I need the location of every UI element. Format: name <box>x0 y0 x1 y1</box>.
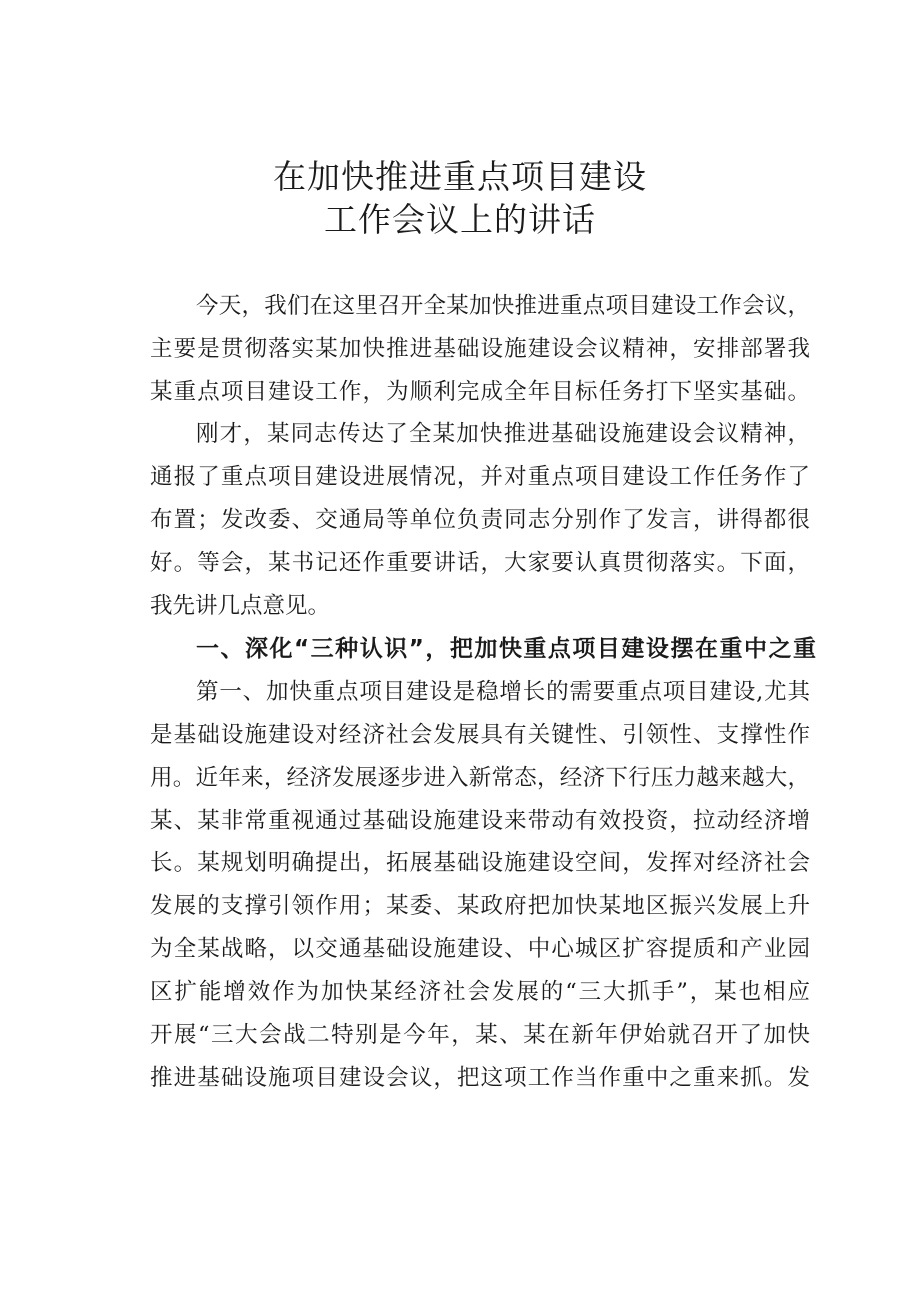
paragraph-1-line-3: 某重点项目建设工作，为顺利完成全年目标任务打下坚实基础。 <box>150 379 810 405</box>
paragraph-2-line-2: 通报了重点项目建设进展情况，并对重点项目建设工作任务作了 <box>150 464 810 490</box>
paragraph-3-line-1: 第一、加快重点项目建设是稳增长的需要重点项目建设,尤其 <box>196 679 810 705</box>
document-title-line-2: 工作会议上的讲话 <box>324 200 596 239</box>
paragraph-3-line-10: 推进基础设施项目建设会议，把这项工作当作重中之重来抓。发 <box>150 1065 810 1091</box>
paragraph-2-line-3: 布置；发改委、交通局等单位负责同志分别作了发言，讲得都很 <box>150 507 810 533</box>
paragraph-3-line-2: 是基础设施建设对经济社会发展具有关键性、引领性、支撑性作 <box>150 722 810 748</box>
paragraph-3-line-4: 某、某非常重视通过基础设施建设来带动有效投资，拉动经济增 <box>150 808 810 834</box>
paragraph-3-line-7: 为全某战略，以交通基础设施建设、中心城区扩容提质和产业园 <box>150 936 810 962</box>
paragraph-3-line-5: 长。某规划明确提出，拓展基础设施建设空间，发挥对经济社会 <box>150 850 810 876</box>
paragraph-1-line-1: 今天，我们在这里召开全某加快推进重点项目建设工作会议， <box>196 293 810 319</box>
paragraph-3-line-6: 发展的支撑引领作用；某委、某政府把加快某地区振兴发展上升 <box>150 893 810 919</box>
paragraph-3-line-8: 区扩能增效作为加快某经济社会发展的“三大抓手”，某也相应 <box>150 979 810 1005</box>
paragraph-2-line-4: 好。等会，某书记还作重要讲话，大家要认真贯彻落实。下面， <box>150 550 810 576</box>
paragraph-2-line-1: 刚才，某同志传达了全某加快推进基础设施建设会议精神， <box>196 421 810 447</box>
section-heading: 一、深化“三种认识”，把加快重点项目建设摆在重中之重 <box>196 636 816 662</box>
paragraph-3-line-3: 用。近年来，经济发展逐步进入新常态，经济下行压力越来越大， <box>150 765 810 791</box>
document-title-line-1: 在加快推进重点项目建设 <box>273 157 647 196</box>
paragraph-3-line-9: 开展“三大会战二特别是今年，某、某在新年伊始就召开了加快 <box>150 1022 810 1048</box>
paragraph-2-line-5: 我先讲几点意见。 <box>150 593 331 619</box>
paragraph-1-line-2: 主要是贯彻落实某加快推进基础设施建设会议精神，安排部署我 <box>150 336 810 362</box>
